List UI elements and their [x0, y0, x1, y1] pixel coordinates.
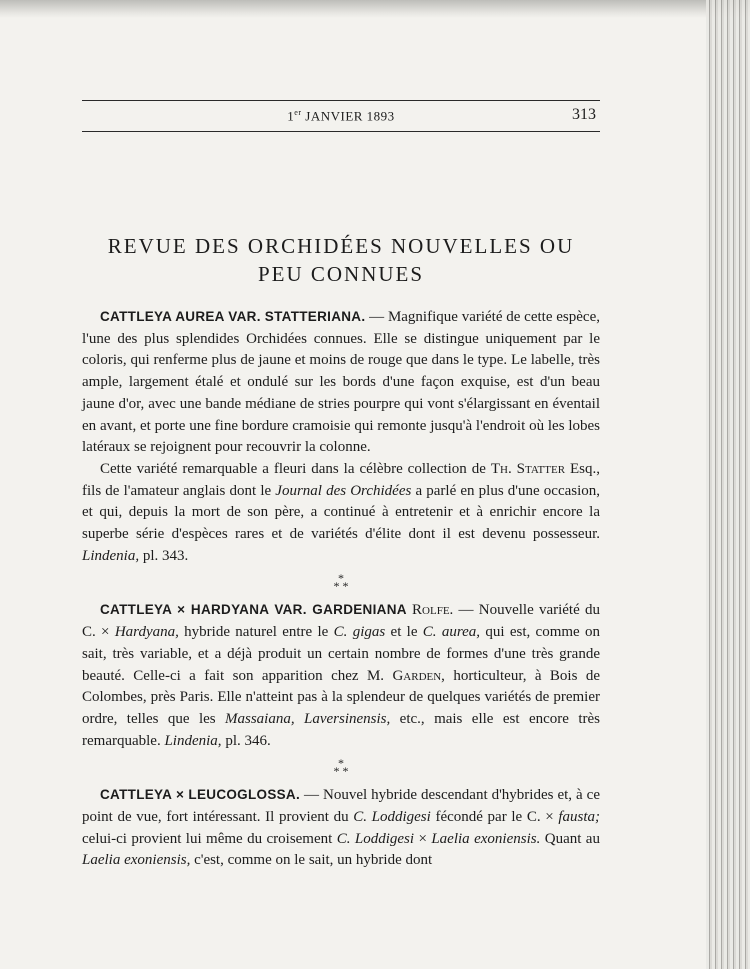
page-edges [706, 0, 750, 969]
header-date: 1er JANVIER 1893 [287, 108, 395, 124]
species-name: CATTLEYA × LEUCOGLOSSA. [100, 787, 301, 803]
species-name: CATTLEYA × HARDYANA VAR. GARDENIANA [100, 602, 407, 618]
article-leucoglossa [82, 784, 600, 872]
paragraph: CATTLEYA AUREA VAR. STATTERIANA. — Magnifique variété de cette espèce, l'une des plus splendides Orchidées connues. Elle se distingue uniquement par le coloris, qui renferme plus de jaune et moins de rouge que dans le type. Le labelle, très ample, largement étalé et ondulé sur les bords d'une façon exquise, est d'un beau jaune d'or, avec une bande médiane de stries pourpre qui vont s'élargissant en éventail en avant, et porte une fine bordure cramoisie qui remonte jusqu'à l'endroit où les lobes latéraux se rejoignent pour recouvrir la colonne. [82, 309, 600, 456]
article-hardyana-gardeniana [82, 599, 600, 752]
scan-shadow [0, 0, 750, 18]
article-aurea-statteriana [82, 306, 600, 567]
paragraph: Cette variété remarquable a fleuri dans la célèbre collection de Th. Statter Esq., fils de l'amateur anglais dont le Journal des Orchidées a parlé en plus d'une occasion, et qui, depuis la mort de son père, a continué à entretenir et à enrichir encore la superbe série d'espèces rares et de variétés d'élite dont il est devenu possesseur. Lindenia, pl. 343. [82, 460, 601, 564]
species-name: CATTLEYA AUREA VAR. STATTERIANA. [100, 309, 366, 324]
book-page [82, 100, 600, 872]
asterism-separator: * * * [333, 571, 349, 594]
paragraph: CATTLEYA × HARDYANA VAR. GARDENIANA Rolfe. — Nouvelle variété du C. × Hardyana, hybride naturel entre le C. gigas et le C. aurea, qui est, comme on sait, très variable, et a déjà produit un certain nombre de formes d'une très grande beauté. Celle-ci a fait son apparition chez M. Garden, horticulteur, à Bois de Colombes, près Paris. Elle n'atteint pas à la splendeur de quelques variétés de premier ordre, telles que les Massaiana, Laversinensis, etc., mais elle est encore très remarquable. Lindenia, pl. 346. [82, 602, 600, 749]
running-header [82, 100, 600, 132]
paragraph: CATTLEYA × LEUCOGLOSSA. — Nouvel hybride descendant d'hybrides et, à ce point de vue, fort intéressant. Il provient du C. Loddigesi fécondé par le C. × fausta; celui-ci provient lui même du croisement C. Loddigesi × Laelia exoniensis. Quant au Laelia exoniensis, c'est, comme on le sait, un hybride dont [82, 787, 600, 869]
page-number: 313 [572, 106, 596, 123]
asterism-separator: * * * [333, 756, 349, 779]
section-title: REVUE DES ORCHIDÉES NOUVELLES OU PEU CONNUES [107, 234, 575, 286]
